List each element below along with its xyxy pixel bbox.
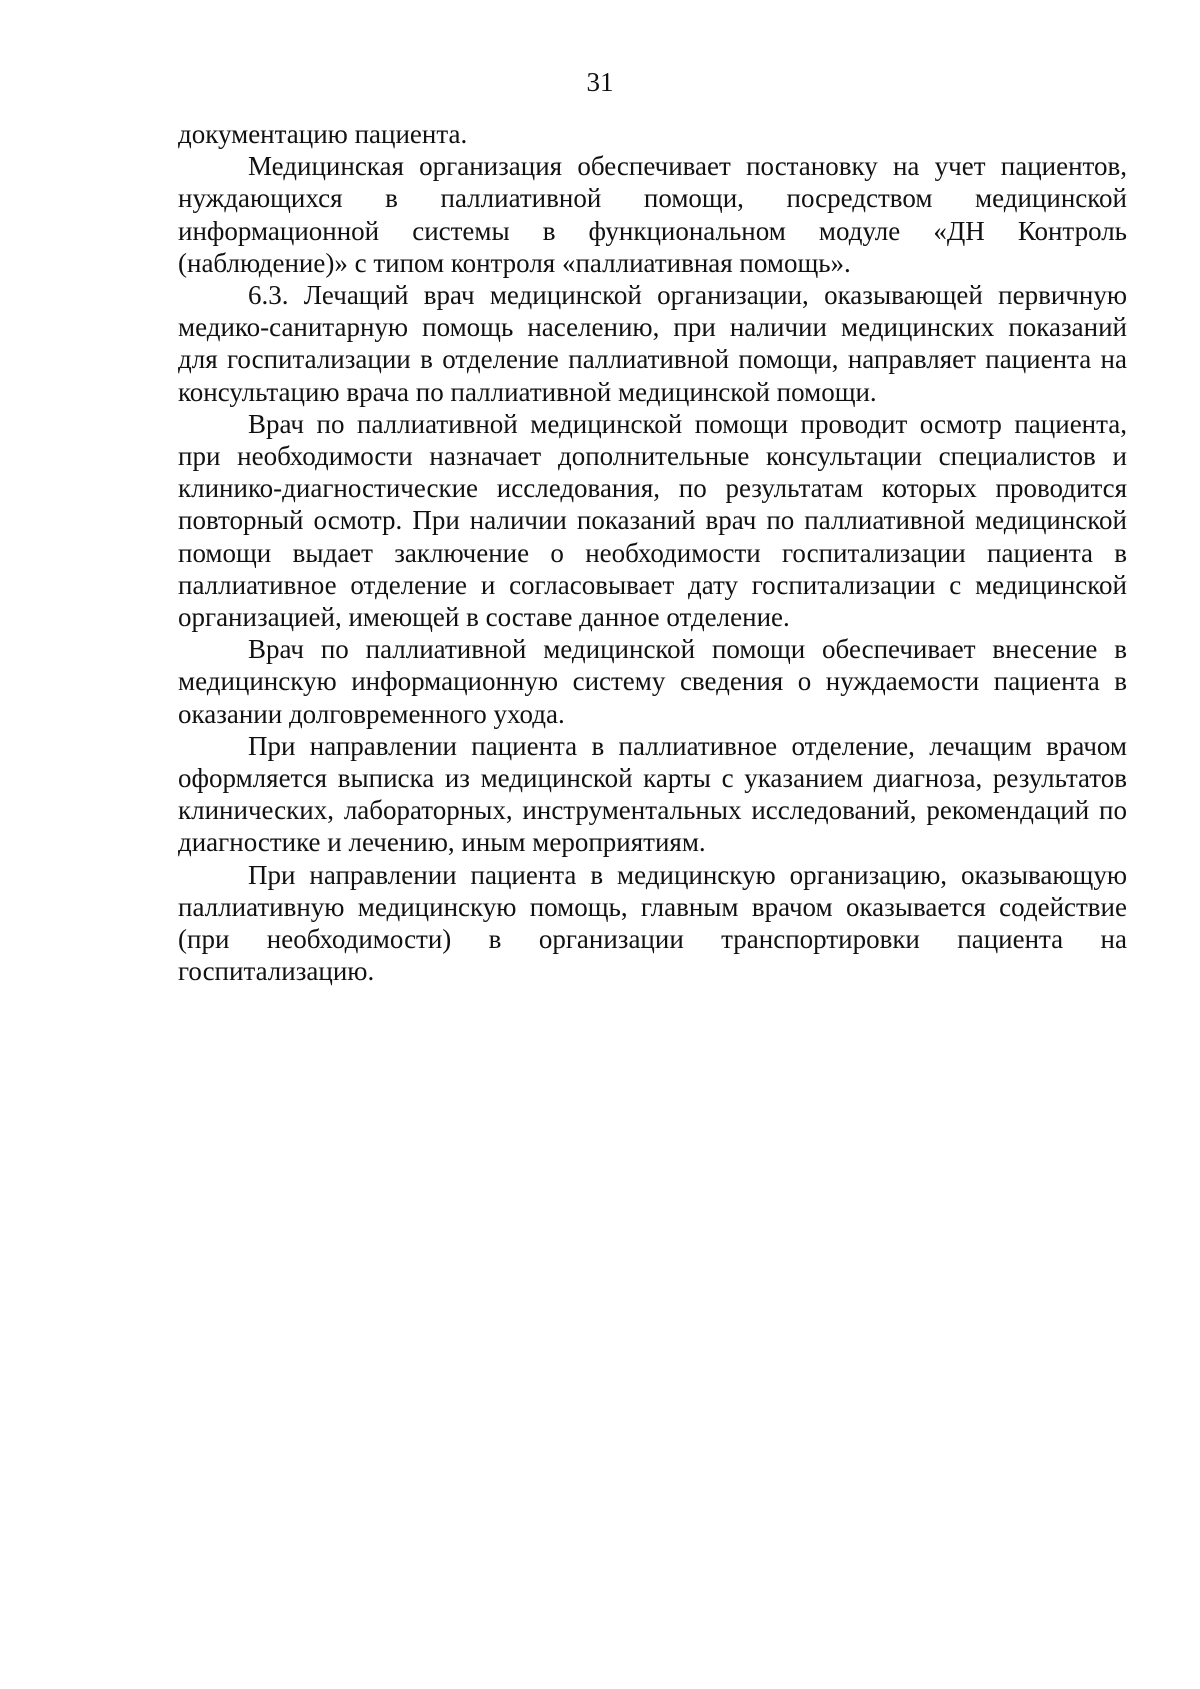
page-number: 31 <box>586 67 614 97</box>
paragraph-transportation: При направлении пациента в медицинскую организацию, оказывающую паллиативную медицинскую помощь, главным врачом оказывается содействие (при необходимости) в организации транспортировки пациента на госпитализацию. <box>178 859 1127 987</box>
paragraph-information-system: Врач по паллиативной медицинской помощи обеспечивает внесение в медицинскую информационную систему сведения о нуждаемости пациента в оказании долговременного ухода. <box>178 634 1127 729</box>
document-body <box>178 118 1127 987</box>
paragraph-continuation: документацию пациента. <box>178 119 468 149</box>
paragraph-palliative-doctor-exam: Врач по паллиативной медицинской помощи проводит осмотр пациента, при необходимости назначает дополнительные консультации специалистов и клинико-диагностические исследования, по результатам которых проводится повторный осмотр. При наличии показаний врач по паллиативной медицинской помощи выдает заключение о необходимости госпитализации пациента в паллиативное отделение и согласовывает дату госпитализации с медицинской организацией, имеющей в составе данное отделение. <box>178 408 1127 633</box>
paragraph-medical-record-extract: При направлении пациента в паллиативное отделение, лечащим врачом оформляется выписка из медицинской карты с указанием диагноза, результатов клинических, лабораторных, инструментальных исследований, рекомендаций по диагностике и лечению, иным мероприятиям. <box>178 730 1127 858</box>
paragraph-registration: Медицинская организация обеспечивает постановку на учет пациентов, нуждающихся в паллиативной помощи, посредством медицинской информационной системы в функциональном модуле «ДН Контроль (наблюдение)» с типом контроля «паллиативная помощь». <box>178 151 1127 278</box>
paragraph-section-6-3: 6.3. Лечащий врач медицинской организации, оказывающей первичную медико-санитарную помощь населению, при наличии медицинских показаний для госпитализации в отделение паллиативной помощи, направляет пациента на консультацию врача по паллиативной медицинской помощи. <box>178 280 1127 407</box>
